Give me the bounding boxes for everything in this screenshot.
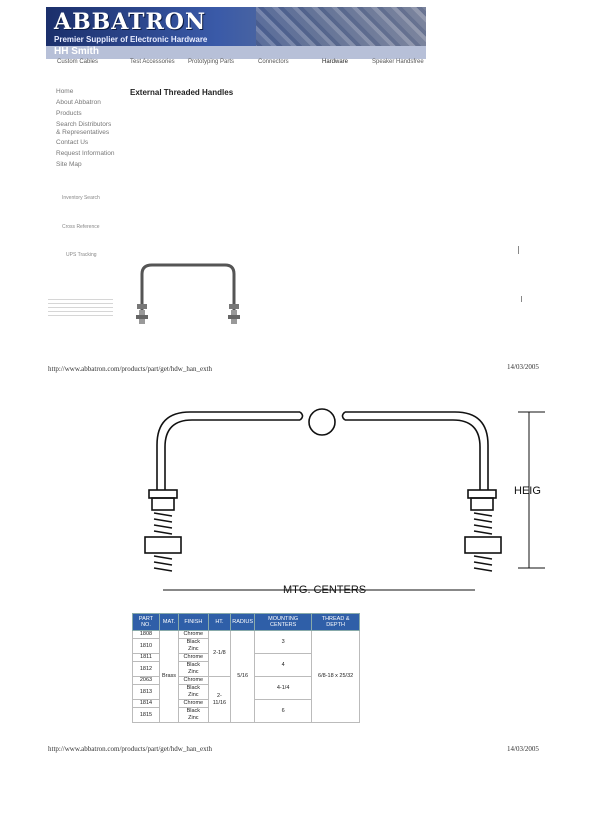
finish: Chrome	[179, 677, 209, 685]
finish: Black Zinc	[179, 639, 209, 654]
centers: 4-1/4	[255, 677, 312, 700]
nav-connectors[interactable]: Connectors	[258, 59, 289, 65]
copyright-notice	[48, 298, 113, 316]
material: Brass	[159, 631, 178, 723]
part-no: 1808	[133, 631, 160, 639]
spec-table	[132, 613, 360, 723]
footer-url: http://www.abbatron.com/products/part/get/hdw_han_exth	[48, 365, 213, 373]
page-title: External Threaded Handles	[130, 88, 234, 97]
footer-date: 14/03/2005	[507, 363, 539, 371]
scan-mark	[521, 296, 522, 302]
col-mat: MAT.	[159, 614, 178, 631]
finish: Chrome	[179, 654, 209, 662]
centers-label: MTG. CENTERS	[283, 584, 367, 596]
side-contact[interactable]: Contact Us	[56, 139, 89, 146]
height: 2-11/16	[208, 677, 231, 723]
side-search-distributors[interactable]: Search Distributors & Representatives	[56, 121, 112, 136]
finish: Chrome	[179, 700, 209, 708]
cross-reference-link[interactable]: Cross Reference	[62, 224, 100, 230]
table-row	[133, 631, 360, 639]
nav-custom-cables[interactable]: Custom Cables	[57, 59, 99, 65]
finish: Chrome	[179, 631, 209, 639]
col-thread: THREAD & DEPTH	[312, 614, 360, 631]
part-no: 1813	[133, 685, 160, 700]
radius: 5/16	[231, 631, 255, 723]
footer-url-2: http://www.abbatron.com/products/part/get/hdw_han_exth	[48, 745, 213, 753]
side-request-info[interactable]: Request Information	[56, 150, 115, 157]
side-products[interactable]: Products	[56, 110, 82, 117]
side-site-map[interactable]: Site Map	[56, 161, 82, 168]
inventory-search-link[interactable]: Inventory Search	[62, 195, 100, 201]
scan-mark	[518, 246, 519, 254]
tagline: Premier Supplier of Electronic Hardware	[54, 35, 208, 44]
top-navigation	[46, 59, 426, 69]
height: 2-1/8	[208, 631, 231, 677]
part-no: 1814	[133, 700, 160, 708]
col-radius: RADIUS	[231, 614, 255, 631]
company-name: HH Smith	[54, 46, 99, 57]
nav-speaker-handsfree[interactable]: Speaker Handsfree	[372, 59, 424, 65]
finish: Black Zinc	[179, 708, 209, 723]
finish: Black Zinc	[179, 662, 209, 677]
col-centers: MOUNTING CENTERS	[255, 614, 312, 631]
side-home[interactable]: Home	[56, 88, 74, 95]
company-logo[interactable]: ABBATRON	[54, 9, 207, 35]
handle-photo	[130, 260, 245, 328]
part-no: 2063	[133, 677, 160, 685]
col-finish: FINISH	[179, 614, 209, 631]
part-no: 1812	[133, 662, 160, 677]
centers: 4	[255, 654, 312, 677]
centers: 6	[255, 700, 312, 723]
centers: 3	[255, 631, 312, 654]
part-no: 1810	[133, 639, 160, 654]
sub-bar	[46, 46, 426, 59]
nav-prototyping-parts[interactable]: Prototyping Parts	[188, 59, 235, 65]
thread: 6/8-18 x 25/32	[312, 631, 360, 723]
part-no: 1811	[133, 654, 160, 662]
finish: Black Zinc	[179, 685, 209, 700]
part-no: 1815	[133, 708, 160, 723]
nav-test-accessories[interactable]: Test Accessories	[130, 59, 175, 65]
col-ht: HT.	[208, 614, 231, 631]
side-about[interactable]: About Abbatron	[56, 99, 101, 106]
ups-tracking-link[interactable]: UPS Tracking	[66, 252, 97, 258]
height-label: HEIG	[514, 485, 541, 497]
col-part-no: PART NO.	[133, 614, 160, 631]
footer-date-2: 14/03/2005	[507, 745, 539, 753]
dimension-diagram	[135, 395, 550, 600]
nav-hardware[interactable]: Hardware	[322, 59, 349, 65]
